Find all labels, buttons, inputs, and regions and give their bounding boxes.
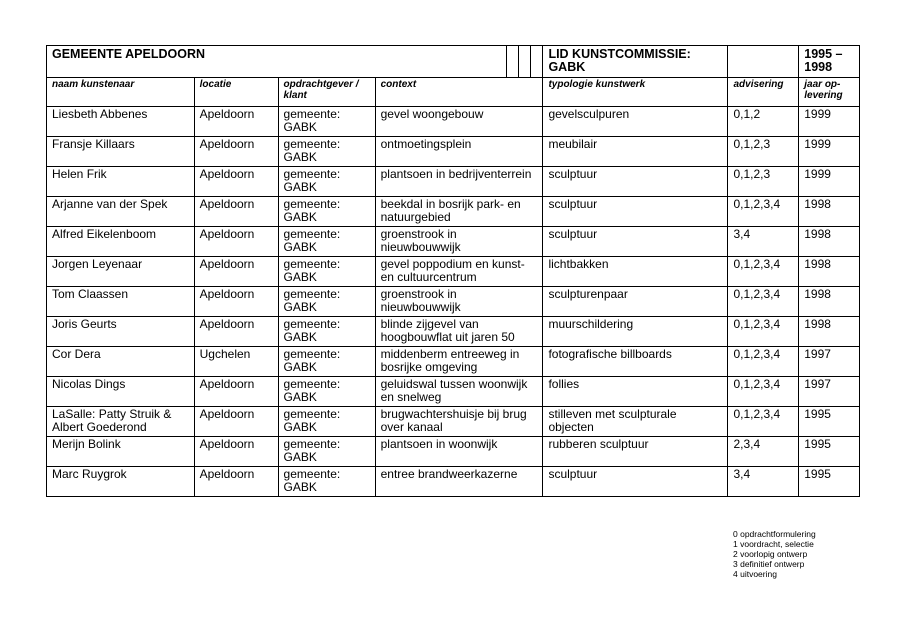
artist-name-cell: Cor Dera xyxy=(47,347,195,377)
location-cell: Apeldoorn xyxy=(194,467,278,497)
advice-cell: 0,1,2,3,4 xyxy=(728,407,799,437)
artwork-type-cell: sculptuur xyxy=(543,467,728,497)
location-cell: Apeldoorn xyxy=(194,227,278,257)
spacer-cell xyxy=(519,46,531,78)
client-cell: gemeente: GABK xyxy=(278,107,375,137)
table-header-row xyxy=(47,46,860,78)
artwork-type-cell: muurschildering xyxy=(543,317,728,347)
table-row xyxy=(47,407,860,437)
artist-name-cell: Arjanne van der Spek xyxy=(47,197,195,227)
delivery-year-cell: 1998 xyxy=(799,317,860,347)
client-cell: gemeente: GABK xyxy=(278,197,375,227)
artist-name-cell: Liesbeth Abbenes xyxy=(47,107,195,137)
client-cell: gemeente: GABK xyxy=(278,227,375,257)
advice-cell: 0,1,2,3,4 xyxy=(728,377,799,407)
client-cell: gemeente: GABK xyxy=(278,287,375,317)
column-header: context xyxy=(375,78,543,107)
artwork-type-cell: sculpturenpaar xyxy=(543,287,728,317)
delivery-year-cell: 1997 xyxy=(799,377,860,407)
delivery-year-cell: 1997 xyxy=(799,347,860,377)
advice-cell: 0,1,2,3,4 xyxy=(728,347,799,377)
context-cell: plantsoen in woonwijk xyxy=(375,437,543,467)
location-cell: Apeldoorn xyxy=(194,407,278,437)
municipality-title: GEMEENTE APELDOORN xyxy=(47,46,507,78)
advice-cell: 0,1,2,3 xyxy=(728,167,799,197)
artist-name-cell: Marc Ruygrok xyxy=(47,467,195,497)
column-header: locatie xyxy=(194,78,278,107)
context-cell: gevel poppodium en kunst- en cultuurcentrum xyxy=(375,257,543,287)
client-cell: gemeente: GABK xyxy=(278,257,375,287)
delivery-year-cell: 1999 xyxy=(799,137,860,167)
artwork-type-cell: rubberen sculptuur xyxy=(543,437,728,467)
delivery-year-cell: 1999 xyxy=(799,107,860,137)
artworks-table xyxy=(46,45,860,497)
artist-name-cell: Nicolas Dings xyxy=(47,377,195,407)
location-cell: Apeldoorn xyxy=(194,287,278,317)
context-cell: groenstrook in nieuwbouwwijk xyxy=(375,227,543,257)
artist-name-cell: Joris Geurts xyxy=(47,317,195,347)
advice-cell: 0,1,2,3,4 xyxy=(728,257,799,287)
location-cell: Apeldoorn xyxy=(194,137,278,167)
header-empty-cell xyxy=(728,46,799,78)
client-cell: gemeente: GABK xyxy=(278,167,375,197)
artist-name-cell: Helen Frik xyxy=(47,167,195,197)
context-cell: brugwachtershuisje bij brug over kanaal xyxy=(375,407,543,437)
table-row xyxy=(47,197,860,227)
artist-name-cell: Merijn Bolink xyxy=(47,437,195,467)
artwork-type-cell: sculptuur xyxy=(543,167,728,197)
artwork-type-cell: stilleven met sculpturale objecten xyxy=(543,407,728,437)
artist-name-cell: Alfred Eikelenboom xyxy=(47,227,195,257)
column-header: opdrachtgever / klant xyxy=(278,78,375,107)
advice-cell: 3,4 xyxy=(728,467,799,497)
location-cell: Apeldoorn xyxy=(194,317,278,347)
context-cell: ontmoetingsplein xyxy=(375,137,543,167)
delivery-year-cell: 1998 xyxy=(799,257,860,287)
legend-item: 0 opdrachtformulering xyxy=(733,529,816,539)
artwork-type-cell: gevelsculpuren xyxy=(543,107,728,137)
spacer-cell xyxy=(531,46,543,78)
column-header: jaar op-levering xyxy=(799,78,860,107)
context-cell: geluidswal tussen woonwijk en snelweg xyxy=(375,377,543,407)
context-cell: middenberm entreeweg in bosrijke omgeving xyxy=(375,347,543,377)
context-cell: entree brandweerkazerne xyxy=(375,467,543,497)
context-cell: blinde zijgevel van hoogbouwflat uit jaren 50 xyxy=(375,317,543,347)
column-header: advisering xyxy=(728,78,799,107)
artwork-type-cell: meubilair xyxy=(543,137,728,167)
table-row xyxy=(47,287,860,317)
client-cell: gemeente: GABK xyxy=(278,407,375,437)
column-header-row xyxy=(47,78,860,107)
context-cell: plantsoen in bedrijventerrein xyxy=(375,167,543,197)
artwork-type-cell: follies xyxy=(543,377,728,407)
period-title: 1995 – 1998 xyxy=(799,46,860,78)
table-row xyxy=(47,257,860,287)
spacer-cell xyxy=(507,46,519,78)
table-body xyxy=(47,107,860,497)
client-cell: gemeente: GABK xyxy=(278,137,375,167)
delivery-year-cell: 1995 xyxy=(799,467,860,497)
location-cell: Apeldoorn xyxy=(194,107,278,137)
table-row xyxy=(47,437,860,467)
context-cell: groenstrook in nieuwbouwwijk xyxy=(375,287,543,317)
location-cell: Apeldoorn xyxy=(194,167,278,197)
advice-cell: 2,3,4 xyxy=(728,437,799,467)
table-row xyxy=(47,107,860,137)
legend-item: 2 voorlopig ontwerp xyxy=(733,549,808,559)
legend-item: 4 uitvoering xyxy=(733,569,777,579)
table-row xyxy=(47,227,860,257)
client-cell: gemeente: GABK xyxy=(278,317,375,347)
table-row xyxy=(47,467,860,497)
advice-cell: 0,1,2,3 xyxy=(728,137,799,167)
commission-title: LID KUNSTCOMMISSIE: GABK xyxy=(543,46,728,78)
delivery-year-cell: 1995 xyxy=(799,407,860,437)
advice-cell: 0,1,2,3,4 xyxy=(728,317,799,347)
advice-cell: 3,4 xyxy=(728,227,799,257)
delivery-year-cell: 1998 xyxy=(799,227,860,257)
location-cell: Apeldoorn xyxy=(194,257,278,287)
client-cell: gemeente: GABK xyxy=(278,437,375,467)
legend-item: 3 definitief ontwerp xyxy=(733,559,805,569)
client-cell: gemeente: GABK xyxy=(278,377,375,407)
artwork-type-cell: fotografische billboards xyxy=(543,347,728,377)
artist-name-cell: Tom Claassen xyxy=(47,287,195,317)
table-row xyxy=(47,347,860,377)
column-header: typologie kunstwerk xyxy=(543,78,728,107)
context-cell: beekdal in bosrijk park- en natuurgebied xyxy=(375,197,543,227)
location-cell: Apeldoorn xyxy=(194,437,278,467)
advice-cell: 0,1,2 xyxy=(728,107,799,137)
delivery-year-cell: 1995 xyxy=(799,437,860,467)
table-row xyxy=(47,167,860,197)
context-cell: gevel woongebouw xyxy=(375,107,543,137)
advice-legend xyxy=(733,529,816,579)
artist-name-cell: LaSalle: Patty Struik & Albert Goederond xyxy=(47,407,195,437)
table-row xyxy=(47,317,860,347)
artwork-type-cell: sculptuur xyxy=(543,227,728,257)
delivery-year-cell: 1998 xyxy=(799,197,860,227)
artwork-type-cell: lichtbakken xyxy=(543,257,728,287)
advice-cell: 0,1,2,3,4 xyxy=(728,197,799,227)
delivery-year-cell: 1999 xyxy=(799,167,860,197)
legend-item: 1 voordracht, selectie xyxy=(733,539,814,549)
client-cell: gemeente: GABK xyxy=(278,347,375,377)
artwork-type-cell: sculptuur xyxy=(543,197,728,227)
location-cell: Apeldoorn xyxy=(194,377,278,407)
location-cell: Apeldoorn xyxy=(194,197,278,227)
location-cell: Ugchelen xyxy=(194,347,278,377)
table-row xyxy=(47,377,860,407)
artist-name-cell: Fransje Killaars xyxy=(47,137,195,167)
delivery-year-cell: 1998 xyxy=(799,287,860,317)
advice-cell: 0,1,2,3,4 xyxy=(728,287,799,317)
client-cell: gemeente: GABK xyxy=(278,467,375,497)
table-row xyxy=(47,137,860,167)
artist-name-cell: Jorgen Leyenaar xyxy=(47,257,195,287)
column-header: naam kunstenaar xyxy=(47,78,195,107)
